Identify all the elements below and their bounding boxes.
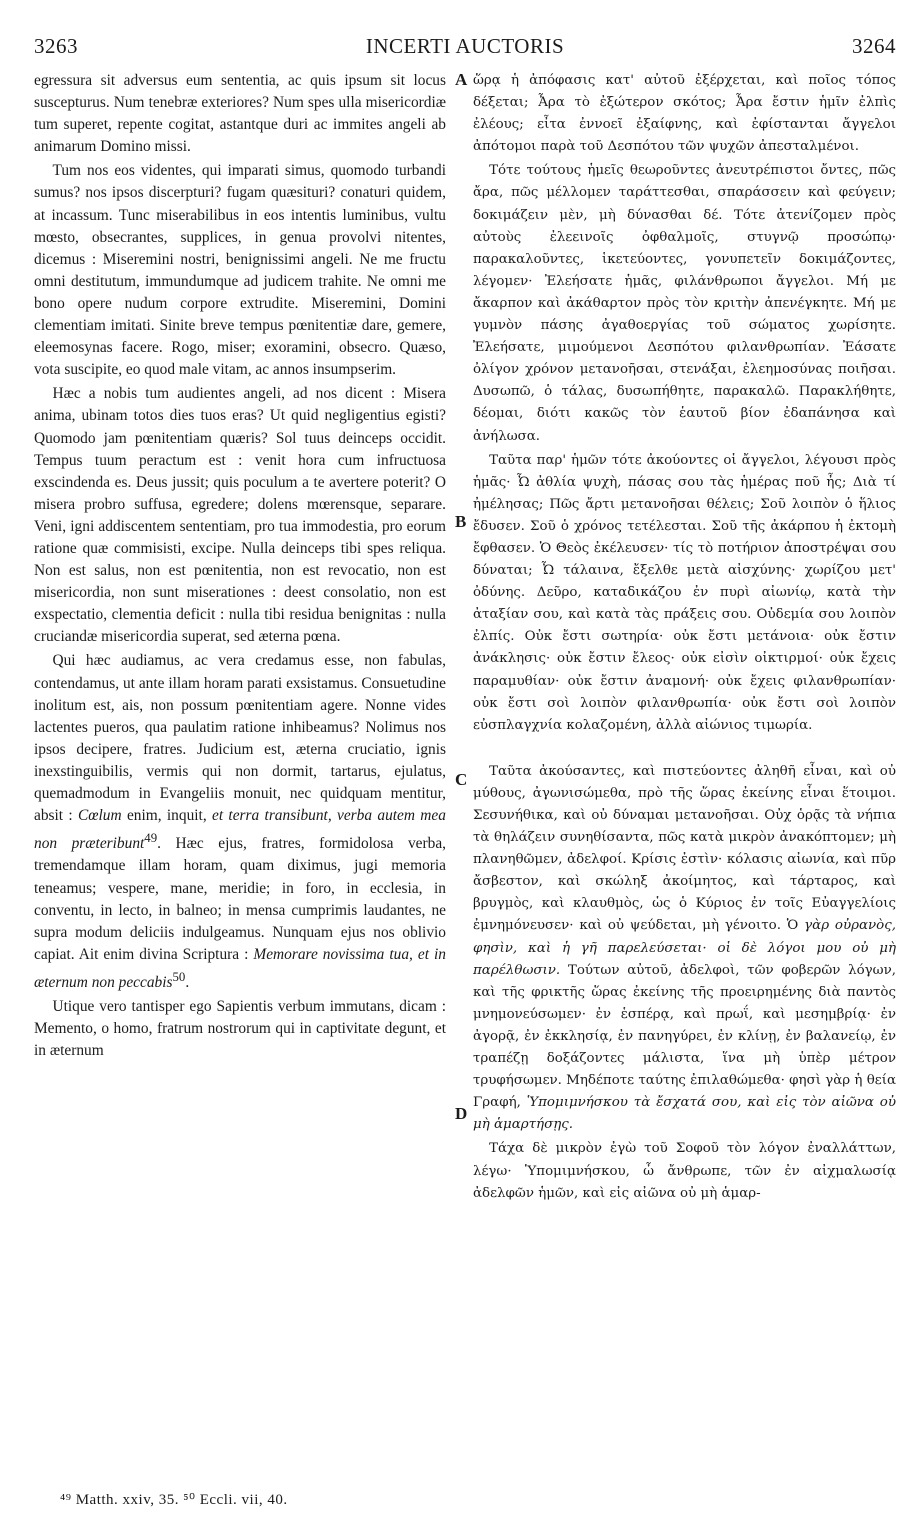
greek-paragraph: Τότε τούτους ἡμεῖς θεωροῦντες ἀνευτρέπιστοι ὄντες, πῶς ἄρα, πῶς μέλλομεν ταράττεσθαι, σπαράσσειν καὶ φεύγειν; δοκιμάζειν μὲν, μὴ δύνασθαι δέ. Τότε ἀτενίζομεν πρὸς αὐτοὺς ἐλεεινοῖς ὀφθαλμοῖς, στυγνῷ προσώπῳ· παρακαλοῦντες, ἱκετεύοντες, γονυπετεῖν δοκιμάζοντες, λέγομεν· Ἐλεήσατε ἡμᾶς, φιλάνθρωποι ἄγγελοι. Μή με ἄκαρπον καὶ ἀκάθαρτον πρὸς τὸν κριτὴν ἀπενέγκητε. Μή με γυμνὸν πάσης ἀγαθοεργίας τοῦ σώματος χωρίσητε. Ἐλεήσατε, μιμούμενοι Δεσπότου φιλανθρωπίαν. Ἐάσατε ὀλίγον χρόνον μετανοῆσαι, στενάξαι, ἐλεημοσύνας ποιῆσαι. Δυσωπῶ, ὁ τάλας, δυσωπήθητε, παρακαλῶ. Παρακλήθητε, δέομαι, διότι κακῶς τὸν ἑαυτοῦ βίον ἐδαπάνησα καὶ ἀνήλωσα.: [473, 163, 896, 444]
latin-paragraph: Utique vero tantisper ego Sapientis verbum immutans, dicam : Memento, o homo, fratrum nostrorum qui in captivitate degunt, et in æternum: [34, 998, 446, 1060]
latin-paragraph: Qui hæc audiamus, ac vera credamus esse, non fabulas, contendamus, ut ante illam horam parati exsistamus. Consuetudine inolitum est, ais, non possum pœnitentiam agere. Nonne vides lactentes pueros, qua paulatim ratione inhibeamus? Nolimus nos ipsos decipere, fratres. Judicium est, æterna cruciatio, ignis inexstinguibilis, vermis qui non dormit, tartarus, ejulatus, quemadmodum in Evangeliis monuit, nec quidquam mentitur, absit : Cœlum enim, inquit, et terra transibunt, verba autem mea non præteribunt$^{49}$. Hæc ejus, fratres, formidolosa verba, tremendamque illam horam, quam diximus, jugi memoria teneamus; vespere, mane, meridie; in foro, in ecclesia, in conventu, in lecto, in balneo; in mensa cumprimis laudantes, ne supra modum deliciis indulgeamus. Nunquam ejus nos oblivio capiat. Ait enim divina Scriptura : Memorare novissima tua, et in æternum non peccabis$^{50}$.: [34, 652, 446, 991]
scripture-quote: Ὑπομιμνήσκου τὰ ἔσχατά σου, καὶ εἰς τὸν αἰῶνα οὐ μὴ ἁμαρτήσῃς.: [473, 1095, 896, 1133]
greek-paragraph: ὥρᾳ ἡ ἀπόφασις κατ' αὐτοῦ ἐξέρχεται, καὶ ποῖος τόπος δέξεται; Ἆρα τὸ ἐξώτερον σκότος; Ἆρα ἔστιν ἡμῖν ἐλπὶς ἐλέους; εἶτα ἐννοεῖ ἐξαίφνης, καὶ ἐφίστανται ἄγγελοι ἀπότομοι παρὰ τοῦ Δεσπότου τῶν ψυχῶν ἀπεσταλμένοι.: [473, 73, 896, 155]
greek-paragraph: [473, 761, 896, 1137]
footnote-ref: 50: [172, 969, 186, 984]
running-title: INCERTI AUCTORIS: [365, 34, 565, 58]
latin-text: enim, inquit,: [126, 807, 207, 825]
latin-paragraph: Tum nos eos videntes, qui imparati simus, quomodo turbandi sumus? nos ipsos discerpturi? fugam quæsituri? conaturi quidem, at incassum. Tunc miserabilibus in eos intentis luminibus, vultu mœsto, obsecrantes, supplices, in genua provolvi nitentes, dicemus : Miseremini nostri, benignissimi angeli. Ne me fructu omni destitutum, immundumque ad judicem trahite. Ne omni me bono opere nudum corpore extrudite. Miseremini, Domini clementiam imitati. Sinite breve tempus pœnitentiæ dare, gemere, eleemosynas facere. Rogo, miser; exoramini, obsecro. Quæso, vota suscipite, eo quod male vitam, ac annos insumpserim.: [34, 162, 446, 379]
scripture-quote: et terra transibunt, verba autem mea non præteribunt: [34, 807, 446, 853]
greek-paragraph: Ταῦτα παρ' ἡμῶν τότε ἀκούοντες οἱ ἄγγελοι, λέγουσι πρὸς ἡμᾶς· Ὦ ἀθλία ψυχὴ, πάσας σου τὰς ἡμέρας ποῦ ἦς; Διὰ τί ἠμέλησας; Πῶς ἄρτι μετανοῆσαι θέλεις; Σοῦ λοιπὸν ὁ ἥλιος ἔδυσεν. Σοῦ ὁ χρόνος τετέλεσται. Σοῦ τῆς ἀκάρπου ἡ ἐκτομὴ ἔφθασεν. Ὁ Θεὸς ἐκέλευσεν· τίς τὸ ποτήριον ἀποστρέψαι σου δύναται; Ὦ τάλαινα, ἔξελθε μετὰ αἰσχύνης· χωρίζου μετ' ὀδύνης. Δεῦρο, καταδικάζου ἐν πυρὶ αἰωνίῳ, κατὰ τὴν ἀταξίαν σου, καὶ κατὰ τὰς πράξεις σου. Οὐδεμία σου λοιπὸν ἐλπίς. Οὐκ ἔστι σωτηρία· οὐκ ἔστι μετάνοια· οὐκ ἔστιν ἀνάκλησις· οὐκ ἔστιν ἔλεος· οὐκ εἰσὶν οἰκτιρμοί· οὐκ ἔχεις παραμυθίαν· οὐκ ἔστιν ἀναμονή· οὐκ ἔχεις φιλανθρωπίαν· οὐκ ἔστι σοὶ λοιπὸν φιλανθρωπία· οὐκ ἔστι σοὶ λοιπὸν εὐσπλαγχνία κολαζομένη, ἀλλὰ αἰώνιος τιμωρία.: [473, 452, 896, 733]
greek-column: [473, 70, 896, 1445]
margin-letter: C: [455, 770, 468, 789]
scripture-quote: Cœlum: [78, 807, 122, 825]
latin-text: Qui hæc audiamus, ac vera credamus esse, non fabulas, contendamus, ut ante illam horam parati exsistamus. Consuetudine inolitum est, ais, non possum pœnitentiam agere. Nonne vides lactentes pueros, qua paulatim ratione inhibeamus? Nolimus nos ipsos decipere, fratres. Judicium est, æterna cruciatio, ignis inexstinguibilis, vermis qui non dormit, tartarus, ejulatus, quemadmodum in Evangeliis monuit, nec quidquam mentitur, absit :: [34, 652, 446, 825]
margin-letter: B: [455, 512, 467, 531]
footnotes: ⁴⁹ Matth. xxiv, 35. ⁵⁰ Eccli. vii, 40.: [60, 1492, 288, 1508]
page-number-right: 3264: [852, 34, 896, 58]
paragraph-gap: [473, 737, 896, 761]
page-header: [34, 34, 896, 64]
page-number-left: 3263: [34, 34, 78, 58]
scripture-quote: γὰρ οὐρανὸς, φησὶν, καὶ ἡ γῆ παρελεύσεται· οἱ δὲ λόγοι μου οὐ μὴ παρέλθωσιν.: [473, 918, 896, 978]
latin-paragraph: egressura sit adversus eum sententia, ac quis ipsum sit locus suscepturus. Num tenebræ exteriores? Num spes ulla misericordiæ tum superet, repente cogitat, astantque duri ac immites angeli ab animarum Domino missi.: [34, 72, 446, 156]
greek-text: Ταῦτα ἀκούσαντες, καὶ πιστεύοντες ἀληθῆ εἶναι, καὶ οὐ μύθους, ἀγωνισώμεθα, πρὸ τῆς ὥρας ἐκείνης εἶναι ἕτοιμοι. Σεσυνήθικα, καὶ οὐ δύναμαι μετανοῆσαι. Οὐχ ὁρᾷς τὰ νήπια τὰ θηλάζειν συνηθίσαντα, πῶς κατὰ μικρὸν ἀνακόπτομεν; μὴ πλανηθῶμεν, ἀδελφοί. Κρίσις ἐστὶν· κόλασις αἰωνία, καὶ πῦρ ἄσβεστον, καὶ σκώληξ ἀκοίμητος, καὶ τάρταρος, καὶ βρυγμὸς, καὶ κλαυθμὸς, ὡς ὁ Κύριος ἐν τοῖς Εὐαγγελίοις ἐμνημόνευσεν· καὶ οὐ ψεύδεται, μὴ γένοιτο. Ὁ: [473, 763, 896, 934]
latin-paragraph: Hæc a nobis tum audientes angeli, ad nos dicent : Misera anima, ubinam totos dies tuos eras? Ut quid negligentius egisti? Quomodo jam pœnitentiam quæris? Sol tuus deinceps occidit. Tempus tuum peractum est : venit hora cum infructuosa exscindenda es. Deus jussit; quis poculum a te avertere poterit? O misera probro suffusa, egredere; dolens mœrensque, separare. Veni, igni addiscentem sententiam, pro tua immodestia, pro eorum ratione quæ commisisti, excipe. Nulla deinceps tibi spes reliqua. Non est salus, non est pœnitentia, non est revocatio, non est misericordia, non sunt miserationes : deest consolatio, non est exspectatio, clementia deficit : nulla tibi residua benignitas : nulla cruciandæ misericordia superat, sed æterna pœna.: [34, 385, 446, 646]
latin-text: Hæc ejus, fratres, formidolosa verba, tremendamque illam horam, quam diximus, jugi memoria teneamus; vespere, mane, meridie; in foro, in ecclesia, in conventu, in lecto, in balneo; in mensa cumprimis laudantes, ne supra modum deliciis indulgeamus. Nunquam ejus nos oblivio capiat. Ait enim divina Scriptura :: [34, 835, 446, 963]
scripture-quote: Memorare novissima tua, et in æternum non peccabis: [34, 945, 446, 991]
margin-letter: D: [455, 1104, 468, 1123]
footnote-ref: 49: [144, 831, 158, 846]
latin-column: [34, 70, 446, 1445]
greek-text: Τούτων αὐτοῦ, ἀδελφοὶ, τῶν φοβερῶν λόγων, καὶ τῆς φρικτῆς ὥρας ἐκείνης τῆς προειρημένης διὰ παντὸς μνημονεύσωμεν· ἐν ἑσπέρᾳ, καὶ πρωΐ, καὶ μεσημβρίᾳ· ἐν ἀγορᾷ, ἐν ἐκκλησίᾳ, ἐν πανηγύρει, ἐν κλίνῃ, ἐν βαλανείῳ, ἐν τραπέζῃ δοξάζοντες μάλιστα, ἵνα μὴ ὑπὲρ μέτρον τρυφήσωμεν. Μηδέποτε ταύτης ἐπιλαθώμεθα· φησὶ γὰρ ἡ θεία Γραφή,: [473, 962, 896, 1111]
margin-letter: A: [455, 70, 468, 89]
greek-paragraph: Τάχα δὲ μικρὸν ἐγὼ τοῦ Σοφοῦ τὸν λόγον ἐναλλάττων, λέγω· Ὑπομιμνήσκου, ὦ ἄνθρωπε, τῶν ἐν αἰχμαλωσίᾳ ἀδελφῶν ἡμῶν, καὶ εἰς αἰῶνα οὐ μὴ ἁμαρ-: [473, 1141, 896, 1201]
